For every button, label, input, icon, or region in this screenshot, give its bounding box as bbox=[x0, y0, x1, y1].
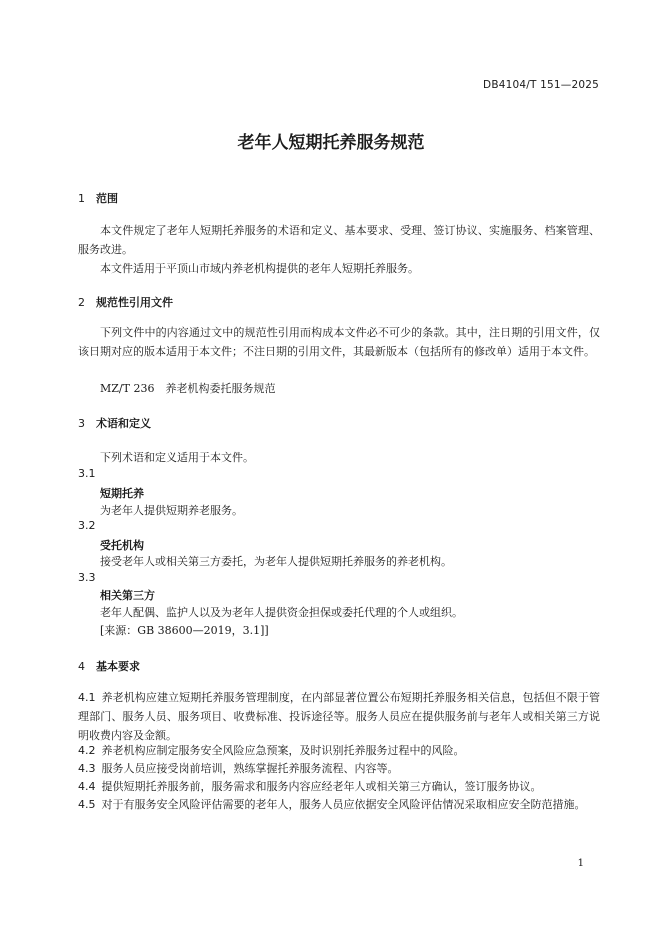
term-name: 短期托养 bbox=[100, 487, 144, 500]
requirement-item bbox=[78, 759, 600, 778]
section-title: 术语和定义 bbox=[96, 417, 151, 430]
section-4-heading bbox=[78, 658, 140, 674]
section-title: 范围 bbox=[96, 192, 118, 205]
section-number: 3 bbox=[78, 417, 85, 430]
section-title: 基本要求 bbox=[96, 660, 140, 673]
requirement-text: 对于有服务安全风险评估需要的老年人，服务人员应依据安全风险评估情况采取相应安全防范措施。 bbox=[101, 798, 586, 811]
section-2-heading bbox=[78, 294, 173, 310]
page-number: 1 bbox=[577, 858, 584, 869]
section-number: 2 bbox=[78, 296, 85, 309]
normative-references-paragraph: 下列文件中的内容通过文中的规范性引用而构成本文件必不可少的条款。其中，注日期的引用文件，仅该日期对应的版本适用于本文件；不注日期的引用文件，其最新版本（包括所有的修改单）适用于本文件。 bbox=[78, 326, 600, 358]
term-definition: 接受老年人或相关第三方委托，为老年人提供短期托养服务的养老机构。 bbox=[100, 555, 452, 568]
requirement-number: 4.4 bbox=[78, 780, 96, 793]
scope-paragraph-2: 本文件适用于平顶山市域内养老机构提供的老年人短期托养服务。 bbox=[100, 262, 419, 275]
terms-intro: 下列术语和定义适用于本文件。 bbox=[100, 451, 254, 464]
reference-item: MZ/T 236 养老机构委托服务规范 bbox=[100, 382, 276, 395]
requirement-number: 4.1 bbox=[78, 691, 96, 704]
term-number: 3.3 bbox=[78, 571, 96, 584]
requirement-item bbox=[78, 741, 600, 760]
section-number: 4 bbox=[78, 660, 85, 673]
requirement-text: 提供短期托养服务前，服务需求和服务内容应经老年人或相关第三方确认，签订服务协议。 bbox=[101, 780, 542, 793]
section-title: 规范性引用文件 bbox=[96, 296, 173, 309]
requirement-number: 4.3 bbox=[78, 762, 96, 775]
term-name: 相关第三方 bbox=[100, 589, 155, 602]
section-number: 1 bbox=[78, 192, 85, 205]
section-1-heading bbox=[78, 190, 118, 206]
document-number: DB4104/T 151—2025 bbox=[483, 79, 599, 91]
requirement-item bbox=[78, 777, 600, 796]
term-source: [来源：GB 38600—2019，3.1]] bbox=[100, 624, 269, 637]
term-definition: 为老年人提供短期养老服务。 bbox=[100, 504, 243, 517]
section-3-heading bbox=[78, 415, 151, 431]
term-definition: 老年人配偶、监护人以及为老年人提供资金担保或委托代理的个人或组织。 bbox=[100, 606, 463, 619]
term-number: 3.1 bbox=[78, 467, 96, 480]
requirement-text: 服务人员应接受岗前培训，熟练掌握托养服务流程、内容等。 bbox=[101, 762, 399, 775]
requirement-text: 养老机构应建立短期托养服务管理制度，在内部显著位置公布短期托养服务相关信息，包括但不限于管理部门、服务人员、服务项目、收费标准、投诉途径等。服务人员应在提供服务前与老年人或相关第三方说明收费内容及金额。 bbox=[78, 691, 600, 742]
requirement-number: 4.2 bbox=[78, 744, 96, 757]
term-name: 受托机构 bbox=[100, 539, 144, 552]
requirement-item bbox=[78, 688, 600, 745]
requirement-number: 4.5 bbox=[78, 798, 96, 811]
requirement-text: 养老机构应制定服务安全风险应急预案，及时识别托养服务过程中的风险。 bbox=[101, 744, 465, 757]
term-number: 3.2 bbox=[78, 519, 96, 532]
scope-paragraph-1: 本文件规定了老年人短期托养服务的术语和定义、基本要求、受理、签订协议、实施服务、档案管理、服务改进。 bbox=[78, 224, 600, 256]
requirement-item bbox=[78, 795, 600, 814]
document-title: 老年人短期托养服务规范 bbox=[237, 133, 425, 153]
